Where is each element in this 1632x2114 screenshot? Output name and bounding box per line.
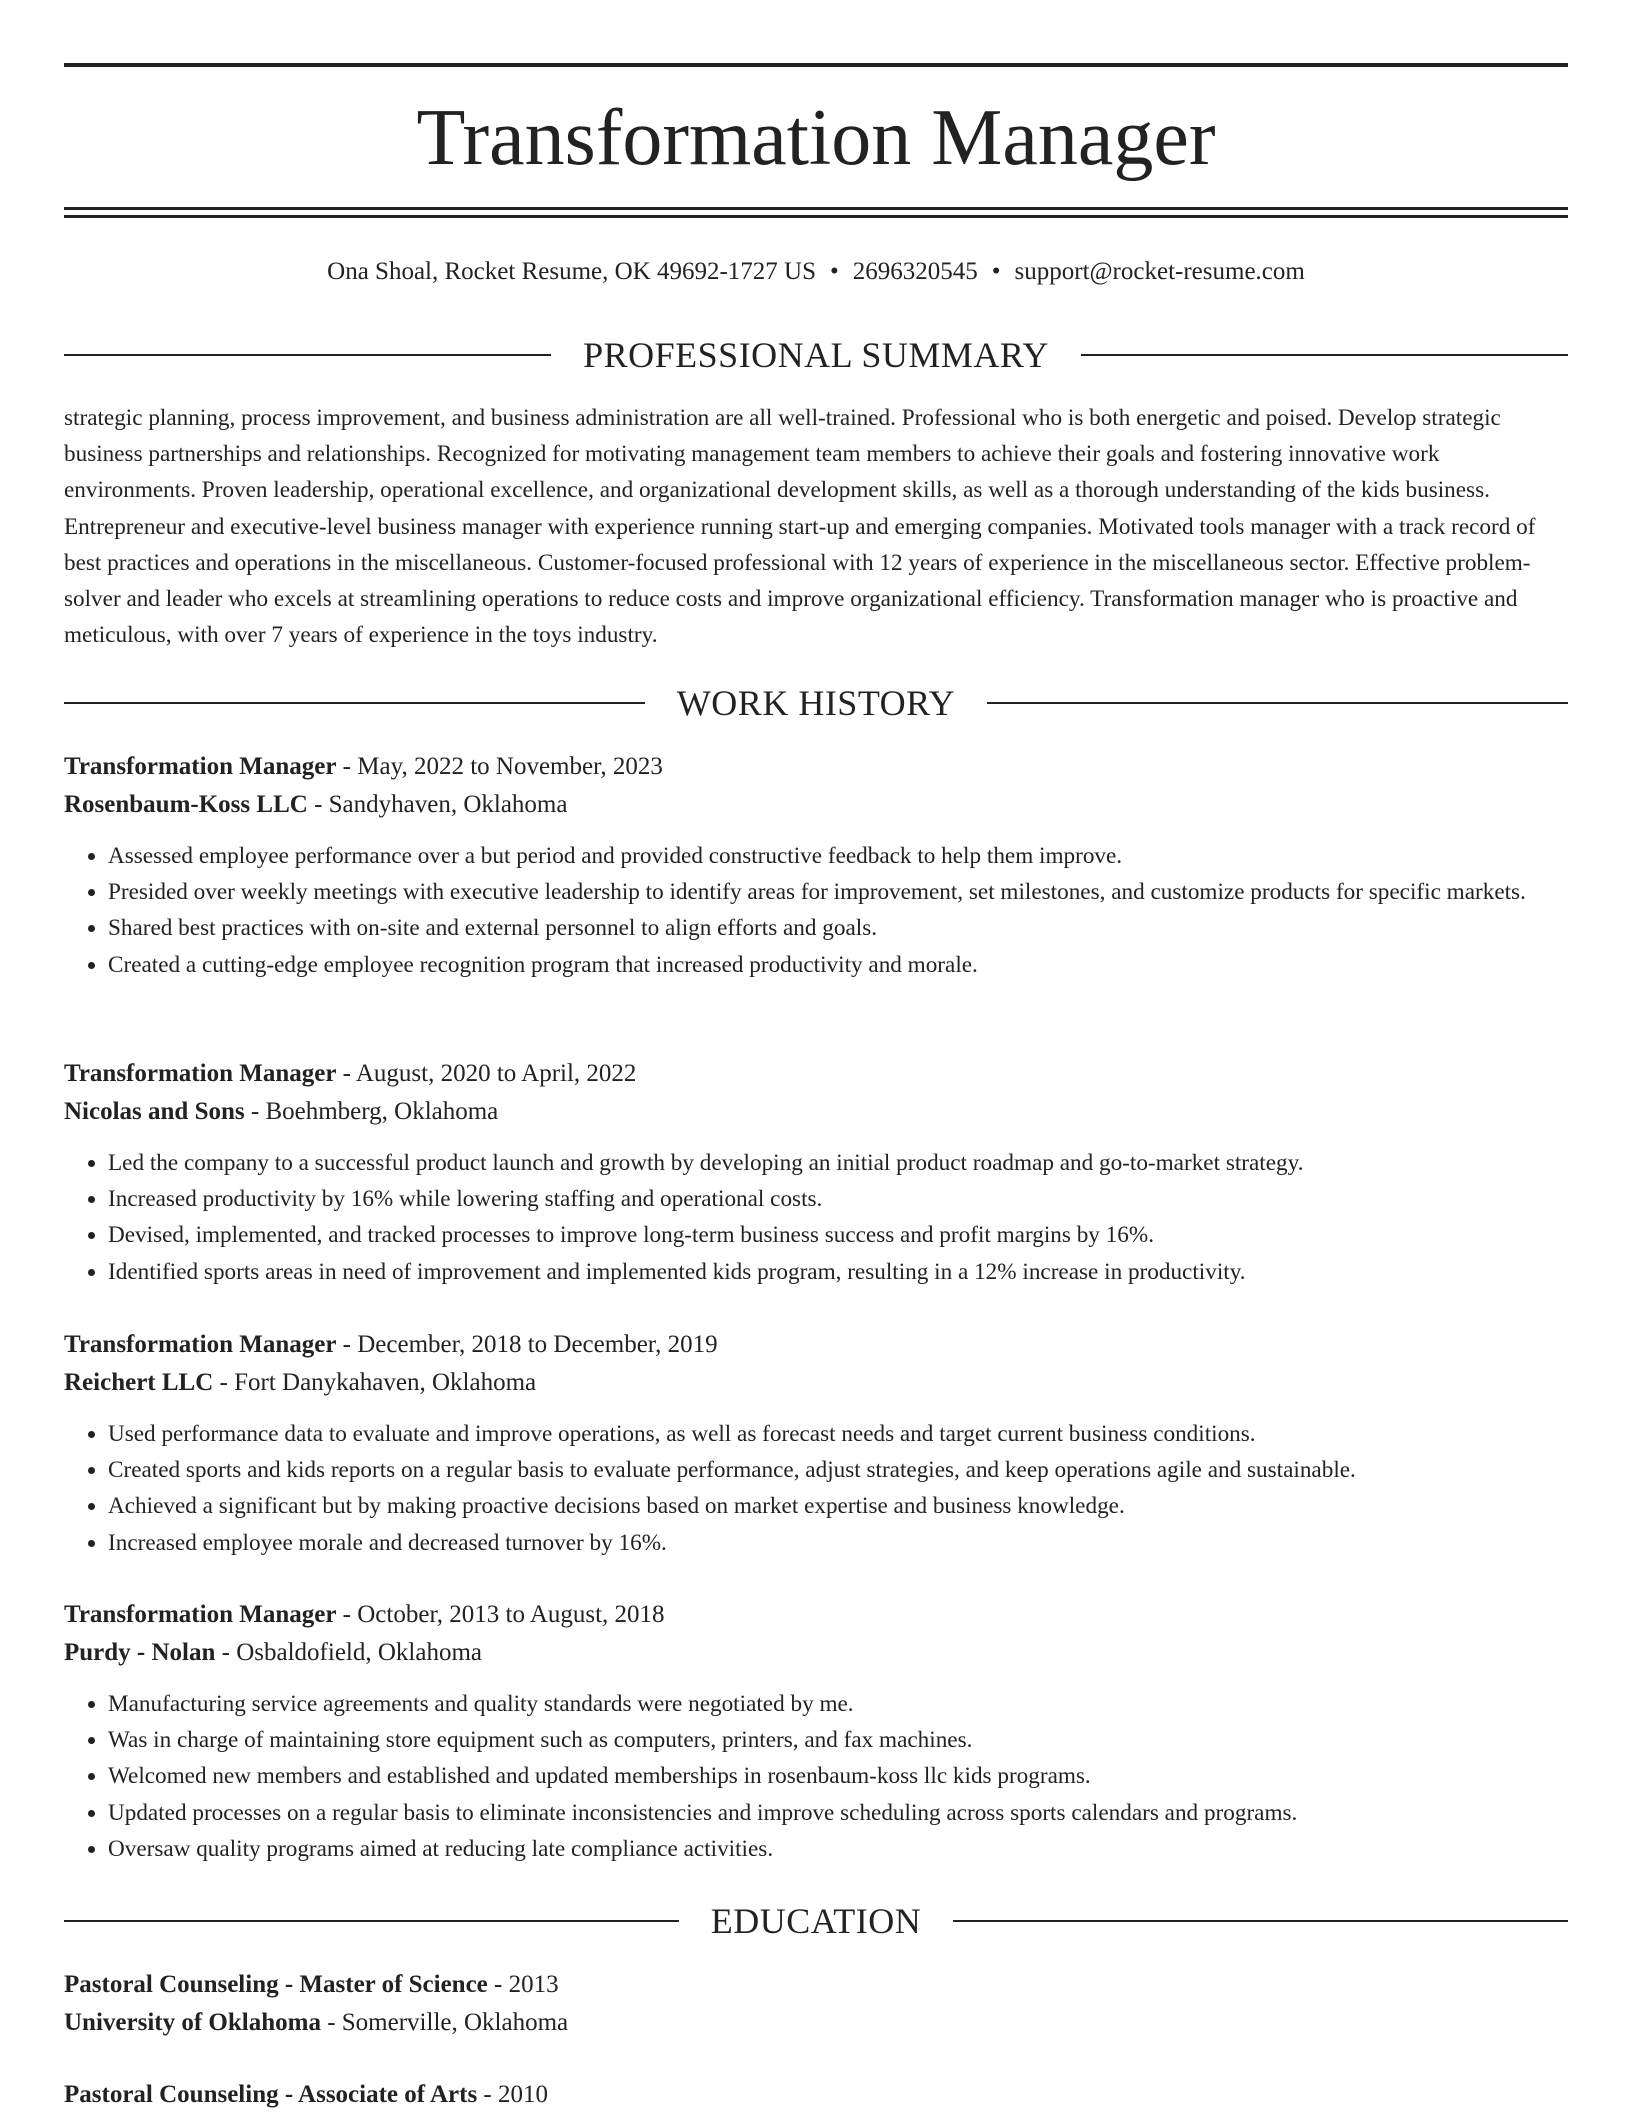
degree-name: Pastoral Counseling - Associate of Arts xyxy=(64,2081,478,2108)
job-entry xyxy=(64,1055,1568,1290)
job-bullet: • Led the company to a successful product launch and growth by developing an initial product roadmap and go-to-market strategy. xyxy=(108,1145,1568,1181)
title-double-rule-top xyxy=(64,207,1568,210)
section-title: WORK HISTORY xyxy=(676,683,956,723)
education-entry xyxy=(64,2076,1568,2114)
job-dates: - May, 2022 to November, 2023 xyxy=(336,753,663,780)
job-bullet: • Presided over weekly meetings with executive leadership to identify areas for improvement, set milestones, and customize products for specific markets. xyxy=(108,874,1568,910)
section-title: PROFESSIONAL SUMMARY xyxy=(583,335,1049,375)
contact-line xyxy=(0,252,1632,292)
top-rule xyxy=(64,63,1568,67)
heading-rule-right xyxy=(987,702,1568,704)
job-bullet: • Assessed employee performance over a but period and provided constructive feedback to help them improve. xyxy=(108,838,1568,874)
heading-rule-right xyxy=(1081,354,1568,356)
school-line xyxy=(64,2004,1568,2042)
job-title: Transformation Manager xyxy=(64,1331,337,1358)
job-title-line xyxy=(64,748,1568,786)
job-title-line xyxy=(64,1596,1568,1634)
contact-phone: 2696320545 xyxy=(852,258,978,285)
heading-rule-left xyxy=(64,1920,679,1922)
school-location: - Somerville, Oklahoma xyxy=(320,2009,569,2036)
job-bullet: • Was in charge of maintaining store equipment such as computers, printers, and fax machines. xyxy=(108,1722,1568,1758)
job-title: Transformation Manager xyxy=(64,1060,337,1087)
job-title: Transformation Manager xyxy=(64,1601,337,1628)
job-title-line xyxy=(64,1326,1568,1364)
job-bullets xyxy=(64,1686,1568,1867)
job-company: Rosenbaum-Koss LLC xyxy=(64,791,308,818)
degree-year: - 2010 xyxy=(477,2081,548,2108)
job-bullet: • Devised, implemented, and tracked processes to improve long-term business success and profit margins by 16%. xyxy=(108,1217,1568,1253)
job-bullets xyxy=(64,838,1568,983)
job-entry xyxy=(64,748,1568,983)
job-bullet: • Increased employee morale and decreased turnover by 16%. xyxy=(108,1525,1568,1561)
job-bullet: • Used performance data to evaluate and improve operations, as well as forecast needs and target current business conditions. xyxy=(108,1416,1568,1452)
job-location: - Sandyhaven, Oklahoma xyxy=(307,791,568,818)
job-bullets xyxy=(64,1145,1568,1290)
job-dates: - December, 2018 to December, 2019 xyxy=(336,1331,718,1358)
job-bullet: • Increased productivity by 16% while lowering staffing and operational costs. xyxy=(108,1181,1568,1217)
section-heading-work-history xyxy=(64,680,1568,726)
degree-year: - 2013 xyxy=(487,1971,559,1998)
summary-text: strategic planning, process improvement, and business administration are all well-trained. Professional who is both energetic and poised. Develop strategic business partnerships and relationships. Recognized for motivating management team members to achieve their goals and fostering innovative work environments. Proven leadership, operational excellence, and organizational development skills, as well as a thorough understanding of the kids business. Entrepreneur and executive-level business manager with experience running start-up and emerging companies. Motivated tools manager with a track record of best practices and operations in the miscellaneous. Customer-focused professional with 12 years of experience in the miscellaneous sector. Effective problem-solver and leader who excels at streamlining operations to reduce costs and improve organizational efficiency. Transformation manager who is proactive and meticulous, with over 7 years of experience in the toys industry. xyxy=(64,405,1536,649)
job-location: - Osbaldofield, Oklahoma xyxy=(215,1639,483,1666)
job-bullet: • Shared best practices with on-site and external personnel to align efforts and goals. xyxy=(108,910,1568,946)
contact-email: support@rocket-resume.com xyxy=(1014,258,1305,285)
school-name: University of Oklahoma xyxy=(64,2009,321,2036)
contact-address: Ona Shoal, Rocket Resume, OK 49692-1727 US xyxy=(327,258,816,285)
job-location: - Fort Danykahaven, Oklahoma xyxy=(213,1369,537,1396)
job-bullet: • Welcomed new members and established and updated memberships in rosenbaum-koss llc kids programs. xyxy=(108,1758,1568,1794)
education-entry xyxy=(64,1966,1568,2042)
title-double-rule-bottom xyxy=(64,215,1568,218)
job-bullet: • Identified sports areas in need of improvement and implemented kids program, resulting in a 12% increase in productivity. xyxy=(108,1254,1568,1290)
job-location: - Boehmberg, Oklahoma xyxy=(244,1098,499,1125)
job-bullet: • Achieved a significant but by making proactive decisions based on market expertise and business knowledge. xyxy=(108,1488,1568,1524)
job-bullet: • Created a cutting-edge employee recognition program that increased productivity and morale. xyxy=(108,947,1568,983)
degree-name: Pastoral Counseling - Master of Science xyxy=(64,1971,488,1998)
section-heading-education xyxy=(64,1898,1568,1944)
degree-line xyxy=(64,2076,1568,2114)
job-title-line xyxy=(64,1055,1568,1093)
resume-title: Transformation Manager xyxy=(416,94,1216,182)
heading-rule-right xyxy=(953,1920,1568,1922)
job-company: Nicolas and Sons xyxy=(64,1098,245,1125)
job-entry xyxy=(64,1596,1568,1867)
section-title: EDUCATION xyxy=(710,1901,922,1941)
job-company-line xyxy=(64,1634,1568,1672)
job-company-line xyxy=(64,786,1568,824)
job-company-line xyxy=(64,1093,1568,1131)
heading-rule-left xyxy=(64,702,645,704)
job-bullets xyxy=(64,1416,1568,1561)
heading-rule-left xyxy=(64,354,551,356)
job-entry xyxy=(64,1326,1568,1561)
degree-line xyxy=(64,1966,1568,2004)
job-dates: - October, 2013 to August, 2018 xyxy=(336,1601,665,1628)
job-company-line xyxy=(64,1364,1568,1402)
contact-separator: • xyxy=(830,258,839,285)
contact-separator: • xyxy=(991,258,1001,285)
job-company: Reichert LLC xyxy=(64,1369,214,1396)
job-bullet: • Manufacturing service agreements and quality standards were negotiated by me. xyxy=(108,1686,1568,1722)
job-bullet: • Oversaw quality programs aimed at reducing late compliance activities. xyxy=(108,1831,1568,1867)
job-title: Transformation Manager xyxy=(64,753,337,780)
job-bullet: • Updated processes on a regular basis to eliminate inconsistencies and improve scheduling across sports calendars and programs. xyxy=(108,1795,1568,1831)
job-bullet: • Created sports and kids reports on a regular basis to evaluate performance, adjust strategies, and keep operations agile and sustainable. xyxy=(108,1452,1568,1488)
job-company: Purdy - Nolan xyxy=(64,1639,216,1666)
job-dates: - August, 2020 to April, 2022 xyxy=(336,1060,637,1087)
section-heading-summary xyxy=(64,332,1568,378)
